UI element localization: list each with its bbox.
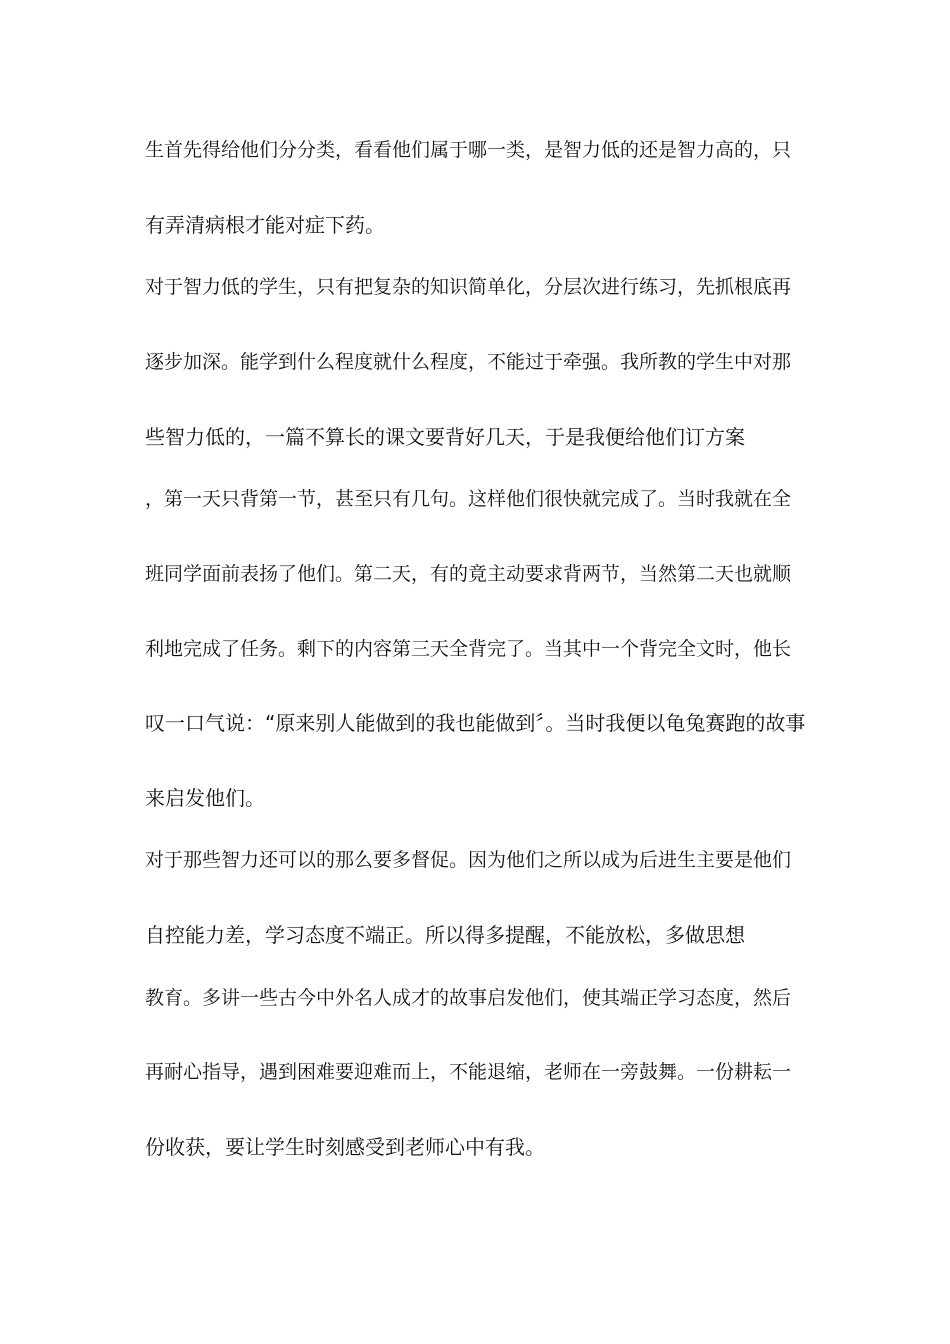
text-line-3: 对于智力低的学生，只有把复杂的知识简单化，分层次进行练习，先抓根底再 <box>145 276 792 298</box>
text-line-4: 逐步加深。能学到什么程度就什么程度，不能过于牵强。我所教的学生中对那 <box>145 351 792 373</box>
text-line-1: 生首先得给他们分分类，看看他们属于哪一类，是智力低的还是智力高的，只 <box>145 139 792 161</box>
text-line-11: 对于那些智力还可以的那么要多督促。因为他们之所以成为后进生主要是他们 <box>145 849 792 871</box>
text-line-5: 些智力低的，一篇不算长的课文要背好几天，于是我便给他们订方案 <box>145 425 745 449</box>
text-line-12: 自控能力差，学习态度不端正。所以得多提醒，不能放松，多做思想 <box>145 923 745 947</box>
text-line-15: 份收获，要让学生时刻感受到老师心中有我。 <box>145 1135 545 1159</box>
text-line-7: 班同学面前表扬了他们。第二天，有的竟主动要求背两节，当然第二天也就顺 <box>145 563 792 585</box>
text-line-8: 利地完成了任务。剩下的内容第三天全背完了。当其中一个背完全文时，他长 <box>145 638 792 660</box>
text-line-14: 再耐心指导，遇到困难要迎难而上，不能退缩，老师在一旁鼓舞。一份耕耘一 <box>145 1061 792 1083</box>
text-line-2: 有弄清病根才能对症下药。 <box>145 213 385 237</box>
text-line-6: ，第一天只背第一节，甚至只有几句。这样他们很快就完成了。当时我就在全 <box>145 488 792 510</box>
text-line-13: 教育。多讲一些古今中外名人成才的故事启发他们，使其端正学习态度，然后 <box>145 987 792 1009</box>
text-line-9: 叹一口气说：“原来别人能做到的我也能做到〞。当时我便以龟兔赛跑的故事 <box>145 711 806 735</box>
text-line-10: 来启发他们。 <box>145 786 265 810</box>
